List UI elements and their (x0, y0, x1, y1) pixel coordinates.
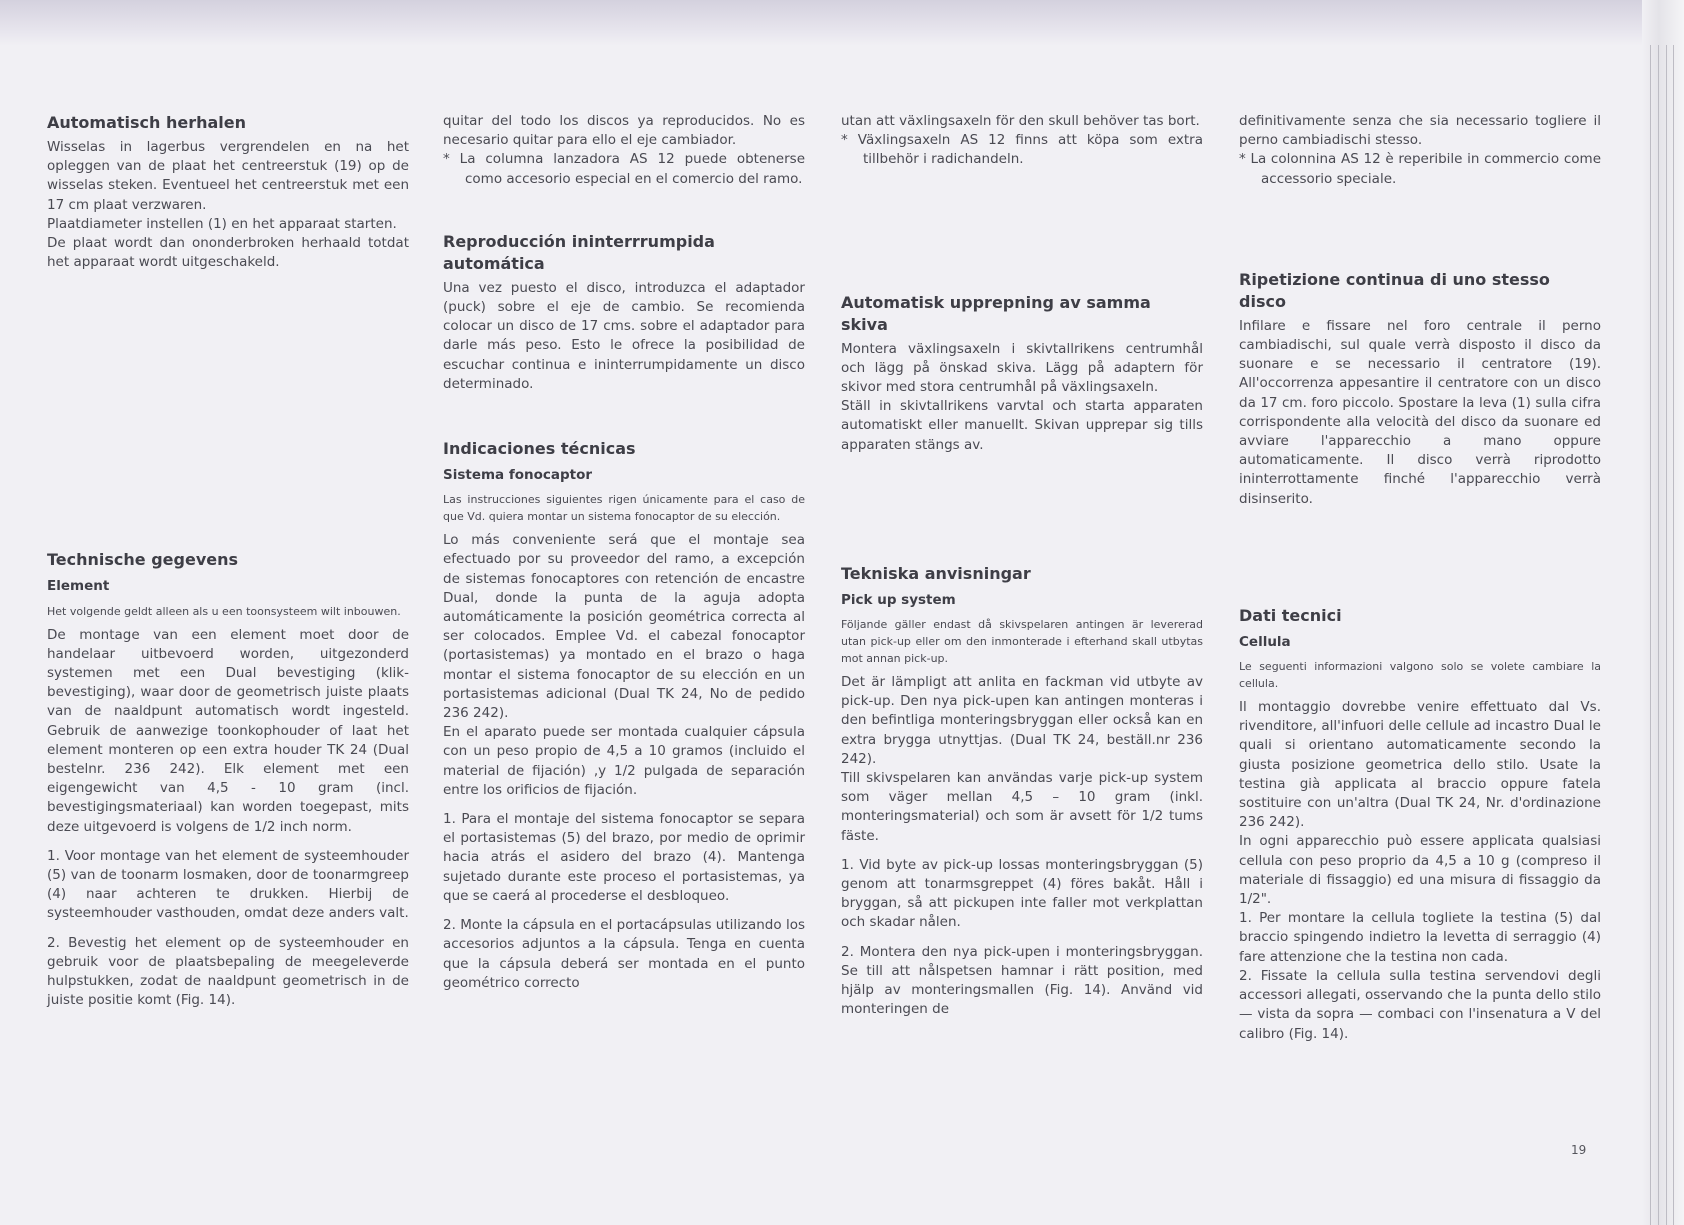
paragraph: 1. Vid byte av pick-up lossas monteringsbryggan (5) genom att tonarmsgreppet (4) föres bakåt. Håll i bryggan, så att pickupen inte faller mot verkplattan och skadar nålen. (841, 856, 1203, 931)
heading-indicaciones-tecnicas: Indicaciones técnicas (443, 439, 636, 459)
paragraph: Infilare e fissare nel foro centrale il perno cambiadischi, sul quale verrà disposto il disco da suonare e se necessario il centratore (19). All'occorrenza appesantire il centratore con un disco da 17 cm. foro piccolo. Spostare la leva (1) sulla cifra corrispondente alla velocità del disco da suonare ed avviare l'apparecchio a mano oppure automaticamente. Il disco verrà riprodotto ininterrottamente finché l'apparecchio verrà disinserito. (1239, 317, 1601, 507)
paragraph: Ställ in skivtallrikens varvtal och starta apparaten automatiskt eller manuellt. Skivan upprepar sig tills apparaten stängs av. (841, 398, 1203, 453)
paragraph: Lo más conveniente será que el montaje sea efectuado por su proveedor del ramo, a excepción de sistemas fonocaptores con retención de encastre Dual, donde la punta de la aguja adopta automáticamente la posición geométrica correcta al ser colocados. Emplee Vd. el cabezal fonocaptor (portasistemas) ya montado en el brazo o haga montar el sistema fonocaptor de su elección en un portasistemas adicional (Dual TK 24, No de pedido 236 242). (443, 532, 805, 722)
paragraph: Una vez puesto el disco, introduzca el adaptador (puck) sobre el eje de cambio. Se recomienda colocar un disco de 17 cms. sobre el adaptador para darle más peso. Esto le ofrece la posibilidad de escuchar continua e ininterrumpidamente un disco determinado. (443, 279, 805, 392)
bullet-note: * La colonnina AS 12 è reperibile in commercio come accessorio speciale. (1239, 151, 1601, 187)
paragraph: 2. Montera den nya pick-upen i monteringsbryggan. Se till att nålspetsen hamnar i rätt position, med hjälp av monteringsmallen (Fig. 14). Använd vid monteringen de (841, 943, 1203, 1018)
note: Las instrucciones siguientes rigen únicamente para el caso de que Vd. quiera montar un sistema fonocaptor de su elección. (443, 493, 805, 524)
paragraph: 2. Bevestig het element op de systeemhouder en gebruik voor de plaatsbepaling de meegeleverde hulpstukken, zodat de naaldpunt geometrisch in de juiste positie komt (Fig. 14). (47, 934, 409, 1009)
paragraph: In ogni apparecchio può essere applicata qualsiasi cellula con peso proprio da 4,5 a 10 g (compreso il materiale di fissaggio) ed una misura di fissaggio da 1/2". (1239, 833, 1601, 908)
heading-tekniska-anvisningar: Tekniska anvisningar (841, 563, 1031, 583)
paragraph: Plaatdiameter instellen (1) en het apparaat starten. (47, 215, 397, 232)
paragraph: 2. Fissate la cellula sulla testina servendovi degli accessori allegati, osservando che la punta dello stilo — vista da sopra — combaci con l'insenatura a V del calibro (Fig. 14). (1239, 967, 1601, 1042)
top-shadow-band (0, 0, 1684, 46)
heading-automatisk-upprepning: Automatisk upprepning av samma skiva (841, 292, 1151, 334)
note: Följande gäller endast då skivspelaren antingen är levererad utan pick-up eller om den inmonterade i efterhand skall utbytas mot annan pick-up. (841, 618, 1203, 666)
heading-reproduccion: Reproducción ininterrrumpida automática (443, 231, 715, 273)
paragraph: De plaat wordt dan ononderbroken herhaald totdat het apparaat wordt uitgeschakeld. (47, 235, 409, 271)
bullet-note: * La columna lanzadora AS 12 puede obtenerse como accesorio especial en el comercio del ramo. (443, 151, 805, 187)
subheading-sistema-fonocaptor: Sistema fonocaptor (443, 467, 593, 484)
subheading-element: Element (47, 578, 110, 595)
paragraph: Det är lämpligt att anlita en fackman vid utbyte av pick-up. Den nya pick-upen kan antingen monteras i den befintliga monteringsbryggan eller också kan en extra brygga utnyttjas. (Dual TK 24, beställ.nr 236 242). (841, 674, 1203, 767)
heading-ripetizione-continua: Ripetizione continua di uno stesso disco (1239, 269, 1550, 311)
note: Le seguenti informazioni valgono solo se volete cambiare la cellula. (1239, 660, 1601, 691)
heading-dati-tecnici: Dati tecnici (1239, 605, 1342, 625)
paragraph: 2. Monte la cápsula en el portacápsulas utilizando los accesorios adjuntos a la cápsula. Tenga en cuenta que la cápsula deberá ser montada en el punto geométrico correcto (443, 917, 805, 991)
heading-technische-gegevens: Technische gegevens (47, 550, 239, 570)
paragraph: definitivamente senza che sia necessario togliere il perno cambiadischi stesso. (1239, 113, 1601, 149)
subheading-cellula: Cellula (1239, 633, 1291, 650)
paragraph: En el aparato puede ser montada cualquier cápsula con un peso propio de 4,5 a 10 gramos (incluido el material de fijación) ,y 1/2 pulgada de separación entre los orificios de fijación. (443, 724, 805, 798)
paragraph: Il montaggio dovrebbe venire effettuato dal Vs. rivenditore, all'infuori delle cellule ad incastro Dual le quali si orientano automaticamente secondo la giusta posizione geometrica dello stilo. Usate la testina già applicata al braccio oppure fatela sostituire con un'altra (Dual TK 24, Nr. d'ordinazione 236 242). (1239, 699, 1601, 831)
subheading-pick-up-system: Pick up system (841, 591, 956, 608)
column-swedish (841, 112, 1203, 1019)
paragraph: Till skivspelaren kan användas varje pick-up system som väger mellan 4,5 – 10 gram (inkl. monteringsmaterial) och som är avsett för 1/2 tums fäste. (841, 770, 1203, 844)
paragraph: 1. Per montare la cellula togliete la testina (5) dal braccio spingendo indietro la levetta di serraggio (4) fare attenzione che la testina non cada. (1239, 910, 1601, 965)
paragraph: utan att växlingsaxeln för den skull behöver tas bort. (841, 113, 1200, 129)
bullet-note: * Växlingsaxeln AS 12 finns att köpa som extra tillbehör i radichandeln. (841, 132, 1203, 168)
page-gutter-edge (1642, 0, 1684, 1225)
note: Het volgende geldt alleen als u een toonsysteem wilt inbouwen. (47, 604, 401, 618)
paragraph: 1. Para el montaje del sistema fonocaptor se separa el portasistemas (5) del brazo, por medio de oprimir hacia atrás el asidero del brazo (4). Mantenga sujetado durante este proceso el portasistemas, ya que se caerá al procederse el desbloqueo. (443, 811, 805, 904)
paragraph: quitar del todo los discos ya reproducidos. No es necesario quitar para ello el eje cambiador. (443, 113, 805, 149)
page-number: 19 (1571, 1143, 1587, 1157)
column-dutch (47, 112, 409, 1010)
heading-automatisch-herhalen: Automatisch herhalen (47, 113, 247, 132)
column-spanish (443, 112, 805, 993)
column-italian (1239, 112, 1601, 1044)
paragraph: Montera växlingsaxeln i skivtallrikens centrumhål och lägg på önskad skiva. Lägg på adaptern för skivor med stora centrumhål på växlingsaxeln. (841, 340, 1203, 396)
paragraph: 1. Voor montage van het element de systeemhouder (5) van de toonarm losmaken, door de toonarmgreep (4) naar achteren te drukken. Hierbij de systeemhouder vasthouden, omdat deze anders valt. (47, 847, 409, 922)
paragraph: Wisselas in lagerbus vergrendelen en na het opleggen van de plaat het centreerstuk (19) op de wisselas steken. Eventueel het centreerstuk met een 17 cm plaat verzwaren. (47, 139, 409, 213)
paragraph: De montage van een element moet door de handelaar uitbevoerd worden, uitgezonderd systemen met een Dual bevestiging (klik-bevestiging), waar door de geometrisch juiste plaats van de naaldpunt automatisch wordt ingesteld. Gebruik de aanwezige toonkophouder of laat het element monteren op een extra houder TK 24 (Dual bestelnr. 236 242). Elk element met een eigengewicht van 4,5 - 10 gram (incl. bevestigingsmateriaal) kan worden toegepast, mits deze uitgevoerd is volgens de 1/2 inch norm. (47, 626, 409, 835)
